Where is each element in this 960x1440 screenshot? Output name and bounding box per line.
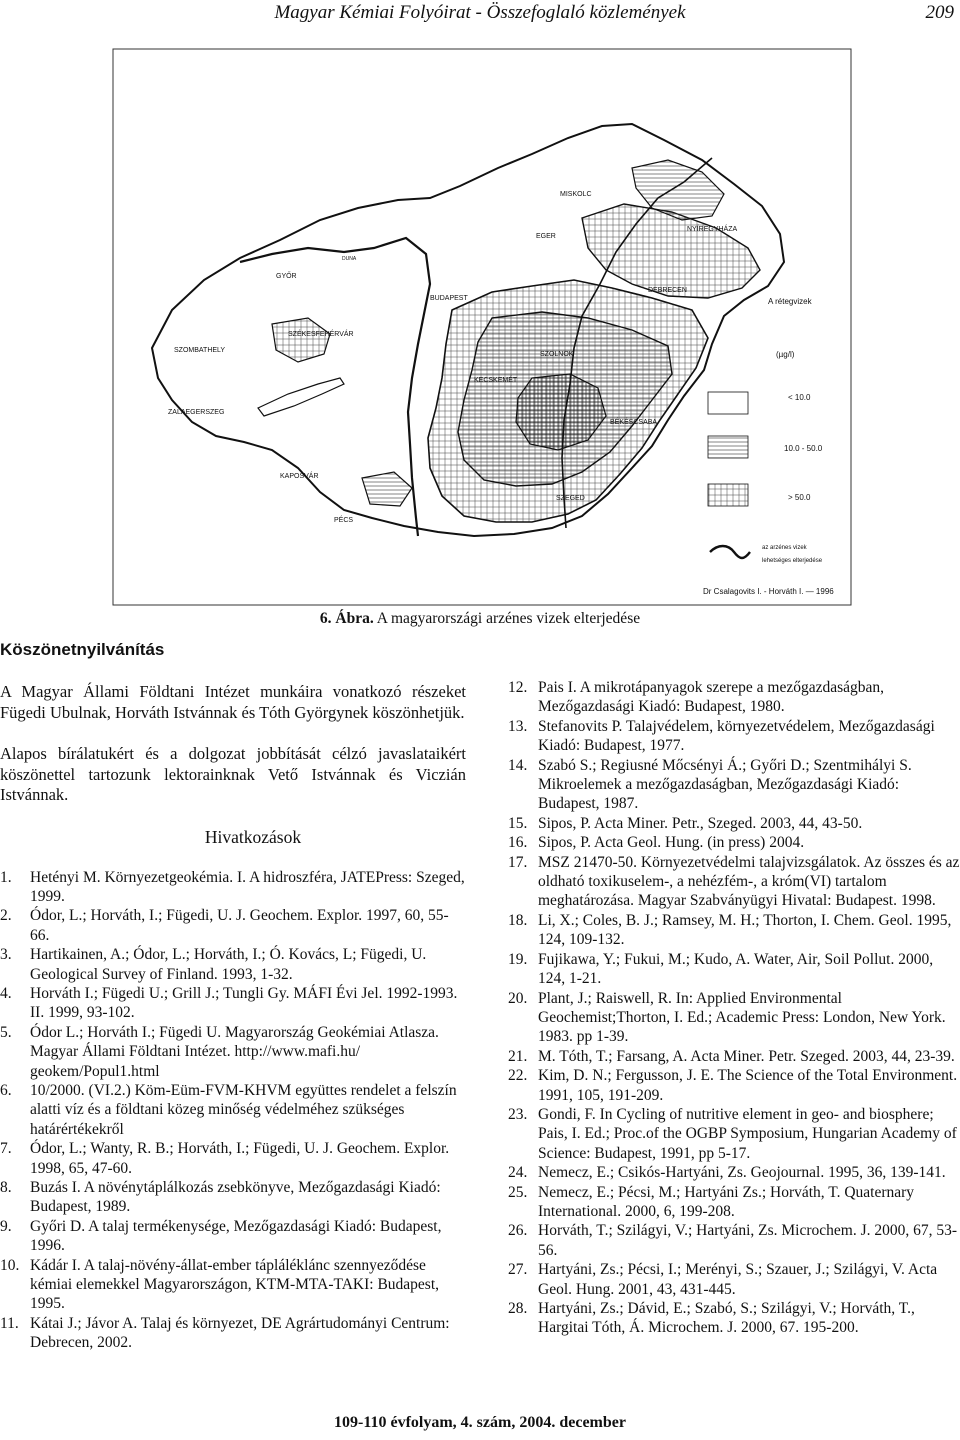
- figure-caption-text: A magyarországi arzénes vizek elterjedése: [373, 610, 641, 627]
- page-footer: 109-110 évfolyam, 4. szám, 2004. december: [334, 1414, 626, 1431]
- reference-item: [0, 868, 466, 907]
- hungary-map: [112, 48, 852, 608]
- reference-number: 9.: [0, 1217, 12, 1235]
- right-column: [508, 678, 960, 1338]
- reference-item: [508, 1047, 960, 1066]
- city-label-kecskemet: KECSKEMÉT: [474, 377, 518, 384]
- reference-text: Szabó S.; Regiusné Mőcsényi Á.; Győri D.; Szentmihályi S. Mikroelemek a mezőgazdaságban, Mezőgazdasági Kiadó: Budapest, 1987.: [538, 756, 912, 813]
- reference-text: Pais I. A mikrotápanyagok szerepe a mezőgazdaságban, Mezőgazdasági Kiadó: Budapest, 1980.: [538, 679, 885, 716]
- reference-text: Ódor, L.; Wanty, R. B.; Horváth, I.; Fügedi, U. J. Geochem. Explor. 1998, 65, 47-60.: [30, 1140, 450, 1177]
- legend-range-mid: 10.0 - 50.0: [784, 444, 823, 453]
- reference-item: [508, 1299, 960, 1338]
- reference-item: [0, 1178, 466, 1217]
- acknowledgement-heading: Köszönetnyilvánítás: [0, 640, 165, 659]
- reference-item: [508, 1260, 960, 1299]
- reference-item: [0, 1139, 466, 1178]
- city-label-gyor: GYŐR: [276, 273, 297, 280]
- reference-number: 17.: [508, 853, 528, 871]
- reference-text: Kim, D. N.; Fergusson, J. E. The Science of the Total Environment. 1991, 105, 191-209.: [538, 1067, 958, 1104]
- reference-text: Győri D. A talaj termékenysége, Mezőgazdasági Kiadó: Budapest, 1996.: [30, 1217, 442, 1255]
- reference-text: Ódor L.; Horváth I.; Fügedi U. Magyarország Geokémiai Atlasza. Magyar Állami Földtani Intézet. http://www.mafi.hu/ geokem/Popul1.html: [30, 1023, 439, 1080]
- city-label-kaposvar: KAPOSVÁR: [280, 473, 319, 480]
- reference-number: 14.: [508, 756, 528, 774]
- page-number: 209: [925, 2, 954, 23]
- reference-number: 22.: [508, 1067, 528, 1085]
- acknowledgement-paragraph-2: Alapos bírálatukért és a dolgozat jobbítását célzó javaslataikért köszönettel tartozunk lektorainknak Vető Istvánnak és Viczián Istvánnak.: [0, 744, 466, 804]
- reference-text: Hartikainen, A.; Ódor, L.; Horváth, I.; Ó. Kovács, L; Fügedi, U. Geological Survey of Finland. 1993, 1-32.: [30, 946, 427, 983]
- reference-number: 15.: [508, 814, 528, 832]
- reference-number: 24.: [508, 1164, 528, 1182]
- reference-item: [0, 1081, 466, 1139]
- journal-title: Magyar Kémiai Folyóirat - Összefoglaló közlemények: [274, 2, 686, 23]
- reference-text: Ódor, L.; Horváth, I.; Fügedi, U. J. Geochem. Explor. 1997, 60, 55-66.: [30, 907, 449, 944]
- reference-item: [508, 989, 960, 1047]
- reference-item: [0, 1217, 466, 1256]
- reference-text: Kádár I. A talaj-növény-állat-ember tápláléklánc szennyeződése kémiai elemekkel Magyarországon, KTM-MTA-TAKI: Budapest, 1995.: [30, 1256, 440, 1313]
- figure-number: 6. Ábra.: [319, 610, 374, 627]
- figure-caption: [0, 610, 960, 628]
- references-list-left: [0, 868, 466, 1353]
- reference-item: [508, 833, 960, 852]
- map-credit: Dr Csalagovits I. - Horváth I. — 1996: [703, 587, 834, 596]
- reference-number: 21.: [508, 1047, 528, 1065]
- city-label-zalaegerszeg: ZALAEGERSZEG: [168, 409, 225, 416]
- reference-number: 4.: [0, 984, 12, 1002]
- reference-text: Stefanovits P. Talajvédelem, környezetvédelem, Mezőgazdasági Kiadó: Budapest, 1977.: [538, 717, 935, 755]
- reference-text: Nemecz, E.; Pécsi, M.; Hartyáni Zs.; Horváth, T. Quaternary International. 2000, 6, 199-208.: [538, 1183, 915, 1220]
- reference-text: Kátai J.; Jávor A. Talaj és környezet, DE Agrártudományi Centrum: Debrecen, 2002.: [30, 1314, 450, 1352]
- city-label-szombathely: SZOMBATHELY: [174, 347, 226, 354]
- reference-number: 12.: [508, 679, 528, 696]
- reference-text: Plant, J.; Raiswell, R. In: Applied Environmental Geochemist;Thorton, I. Ed.; Academic Press: London, New York. 1983. pp 1-39.: [538, 989, 946, 1046]
- reference-item: [508, 1183, 960, 1222]
- reference-text: Nemecz, E.; Csikós-Hartyáni, Zs. Geojournal. 1995, 36, 139-141.: [538, 1164, 946, 1182]
- reference-number: 18.: [508, 911, 528, 929]
- reference-number: 8.: [0, 1179, 12, 1196]
- reference-text: M. Tóth, T.; Farsang, A. Acta Miner. Petr. Szeged. 2003, 44, 23-39.: [538, 1047, 955, 1065]
- reference-item: [508, 717, 960, 756]
- page-header: [0, 2, 960, 32]
- reference-item: [508, 911, 960, 950]
- reference-number: 16.: [508, 834, 528, 852]
- reference-text: Sipos, P. Acta Geol. Hung. (in press) 2004.: [538, 834, 805, 852]
- reference-item: [508, 950, 960, 989]
- references-heading: Hivatkozások: [204, 826, 302, 847]
- reference-number: 28.: [508, 1300, 528, 1317]
- reference-text: Hartyáni, Zs.; Pécsi, I.; Merényi, S.; Szauer, J.; Szilágyi, V. Acta Geol. Hung. 2001, 43, 431-445.: [538, 1261, 938, 1298]
- city-label-szekesfehervar: SZÉKESFEHÉRVÁR: [288, 331, 354, 338]
- reference-number: 5.: [0, 1023, 12, 1041]
- reference-number: 13.: [508, 717, 528, 735]
- legend-unit: (µg/l): [776, 350, 795, 359]
- city-label-pecs: PÉCS: [334, 517, 354, 524]
- reference-item: [508, 1066, 960, 1105]
- legend-boundary-line1: az arzénes vizek: [762, 545, 807, 551]
- reference-number: 11.: [0, 1314, 19, 1332]
- reference-number: 1.: [0, 868, 12, 886]
- reference-number: 7.: [0, 1140, 12, 1158]
- reference-item: [508, 814, 960, 833]
- reference-number: 20.: [508, 989, 528, 1007]
- reference-item: [0, 1314, 466, 1353]
- reference-item: [508, 678, 960, 717]
- reference-item: [508, 1221, 960, 1260]
- city-label-debrecen: DEBRECEN: [648, 287, 687, 294]
- reference-item: [0, 945, 466, 984]
- reference-item: [0, 1256, 466, 1314]
- reference-item: [0, 984, 466, 1023]
- river-label-duna: DUNA: [342, 256, 357, 262]
- reference-text: Horváth, T.; Szilágyi, V.; Hartyáni, Zs. Microchem. J. 2000, 67, 53-56.: [538, 1222, 958, 1259]
- reference-number: 25.: [508, 1183, 528, 1201]
- city-label-szolnok: SZOLNOK: [540, 351, 574, 358]
- reference-number: 3.: [0, 946, 12, 964]
- reference-text: Hetényi M. Környezetgeokémia. I. A hidroszféra, JATEPress: Szeged, 1999.: [30, 868, 465, 905]
- reference-text: Fujikawa, Y.; Fukui, M.; Kudo, A. Water, Air, Soil Pollut. 2000, 124, 1-21.: [538, 950, 934, 988]
- reference-number: 2.: [0, 907, 12, 925]
- legend-swatch-mid: [708, 436, 748, 458]
- city-label-budapest: BUDAPEST: [430, 295, 468, 302]
- reference-item: [508, 1105, 960, 1163]
- reference-text: Horváth I.; Fügedi U.; Grill J.; Tungli Gy. MÁFI Évi Jel. 1992-1993. II. 1999, 93-102.: [30, 984, 458, 1022]
- map-legend: [703, 297, 834, 596]
- arsenic-map-figure: [112, 48, 852, 608]
- city-label-bekescsaba: BÉKÉSCSABA: [610, 419, 658, 426]
- legend-boundary-line2: lehetséges elterjedése: [762, 558, 823, 564]
- reference-number: 26.: [508, 1222, 528, 1240]
- reference-item: [508, 1163, 960, 1182]
- city-label-miskolc: MISKOLC: [560, 191, 592, 198]
- reference-text: Li, X.; Coles, B. J.; Ramsey, M. H.; Thorton, I. Chem. Geol. 1995, 124, 109-132.: [538, 911, 952, 949]
- legend-range-high: > 50.0: [788, 493, 811, 502]
- reference-number: 23.: [508, 1105, 528, 1123]
- references-list-right: [508, 678, 960, 1338]
- legend-swatch-high: [708, 484, 748, 506]
- city-label-eger: EGER: [536, 233, 556, 240]
- reference-item: [0, 1023, 466, 1081]
- reference-number: 10.: [0, 1256, 20, 1274]
- reference-number: 6.: [0, 1081, 12, 1099]
- reference-item: [0, 906, 466, 945]
- legend-boundary-line: [710, 546, 750, 558]
- reference-number: 27.: [508, 1261, 528, 1279]
- reference-number: 19.: [508, 950, 528, 968]
- reference-text: MSZ 21470-50. Környezetvédelmi talajvizsgálatok. Az összes és az oldható toxikuselem-, a nehézfém-, a króm(VI) tartalom meghatározása. Magyar Szabványügyi Hivatal: Budapest. 1998.: [538, 853, 960, 910]
- reference-text: Hartyáni, Zs.; Dávid, E.; Szabó, S.; Szilágyi, V.; Horváth, T., Hargitai Tóth, Á. Microchem. J. 2000, 67. 195-200.: [538, 1300, 915, 1337]
- legend-range-low: < 10.0: [788, 393, 811, 402]
- reference-text: Sipos, P. Acta Miner. Petr., Szeged. 2003, 44, 43-50.: [538, 814, 863, 832]
- reference-text: 10/2000. (VI.2.) Köm-Eüm-FVM-KHVM együttes rendelet a felszín alatti víz és a földtani közeg minőség védelméhez szükséges határértékekről: [30, 1081, 457, 1138]
- left-column: [0, 640, 466, 1353]
- reference-item: [508, 853, 960, 911]
- legend-swatch-low: [708, 392, 748, 414]
- reference-text: Buzás I. A növénytáplálkozás zsebkönyve, Mezőgazdasági Kiadó: Budapest, 1989.: [30, 1179, 441, 1216]
- acknowledgement-paragraph-1: A Magyar Állami Földtani Intézet munkáira vonatkozó részeket Fügedi Ubulnak, Horváth Istvánnak és Tóth Györgynek köszönhetjük.: [0, 682, 466, 722]
- reference-item: [508, 756, 960, 814]
- legend-title: A rétegvizek: [768, 297, 812, 306]
- city-label-szeged: SZEGED: [556, 495, 585, 502]
- city-label-nyiregyhaza: NYÍREGYHÁZA: [687, 226, 738, 233]
- reference-text: Gondi, F. In Cycling of nutritive element in geo- and biosphere; Pais, I. Ed.; Proc.of the OGBP Symposium, Hungarian Academy of Science: Budapest, 1991, pp 5-17.: [538, 1105, 957, 1162]
